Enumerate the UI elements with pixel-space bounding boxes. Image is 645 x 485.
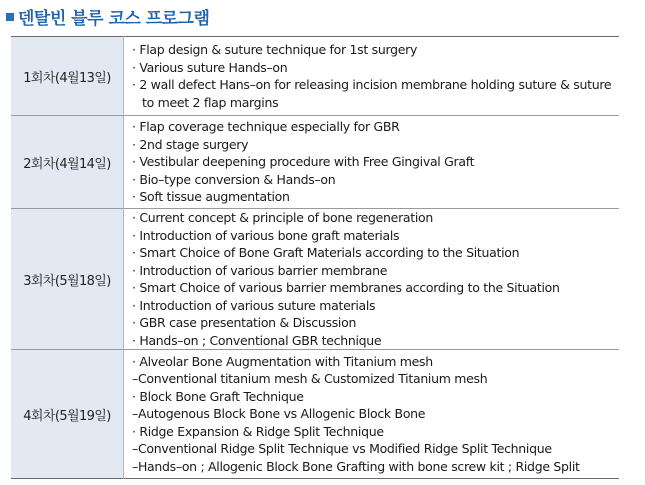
list-item: · Smart Choice of various barrier membranes according to the Situation [132, 280, 560, 295]
list-item: · Introduction of various suture materials [132, 297, 376, 313]
session-label: 4회차(5월19일) [11, 350, 124, 479]
list-item: –Conventional Ridge Split Technique vs Modified Ridge Split Technique [132, 441, 552, 457]
list-item: · Vestibular deepening procedure with Free Gingival Graft [132, 154, 475, 170]
list-item: –Autogenous Block Bone vs Allogenic Block Bone [132, 406, 426, 422]
list-item: to meet 2 flap margins [142, 94, 279, 110]
list-item: · Bio–type conversion & Hands–on [132, 171, 336, 187]
session-items [124, 350, 620, 479]
list-item: · Alveolar Bone Augmentation with Titanium mesh [132, 353, 433, 369]
list-item: –Hands–on ; Allogenic Block Bone Grafting with bone screw kit ; Ridge Split [132, 458, 580, 474]
list-item: · GBR case presentation & Discussion [132, 315, 357, 330]
program-table [11, 36, 619, 479]
list-item: · Hands–on ; Conventional GBR technique [132, 332, 382, 348]
session-label: 1회차(4월13일) [11, 37, 124, 116]
list-item: · Flap design & suture technique for 1st surgery [132, 42, 418, 57]
list-item: · Block Bone Graft Technique [132, 388, 304, 404]
session-items [124, 37, 620, 116]
session-label: 3회차(5월18일) [11, 209, 124, 350]
list-item: · 2nd stage surgery [132, 136, 249, 152]
list-item: · Smart Choice of Bone Graft Materials according to the Situation [132, 245, 520, 260]
list-item: · Flap coverage technique especially for GBR [132, 119, 400, 135]
table-row [11, 209, 619, 350]
list-item: · Various suture Hands–on [132, 59, 288, 75]
page-title: 덴탈빈 블루 코스 프로그램 [18, 8, 210, 29]
session-label: 2회차(4월14일) [11, 116, 124, 209]
table-row [11, 350, 619, 479]
table-row [11, 37, 619, 116]
session-items [124, 209, 620, 350]
list-item: · Introduction of various bone graft materials [132, 227, 400, 243]
list-item: · 2 wall defect Hans–on for releasing incision membrane holding suture & suture [132, 77, 612, 92]
list-item: · Ridge Expansion & Ridge Split Technique [132, 423, 384, 439]
list-item: –Conventional titanium mesh & Customized Titanium mesh [132, 371, 488, 387]
table-row [11, 116, 619, 209]
square-bullet-icon [6, 13, 14, 21]
list-item: · Introduction of various barrier membrane [132, 262, 388, 278]
list-item: · Soft tissue augmentation [132, 189, 290, 205]
session-items [124, 116, 620, 209]
list-item: · Current concept & principle of bone regeneration [132, 210, 434, 225]
page-title-row [6, 4, 209, 28]
